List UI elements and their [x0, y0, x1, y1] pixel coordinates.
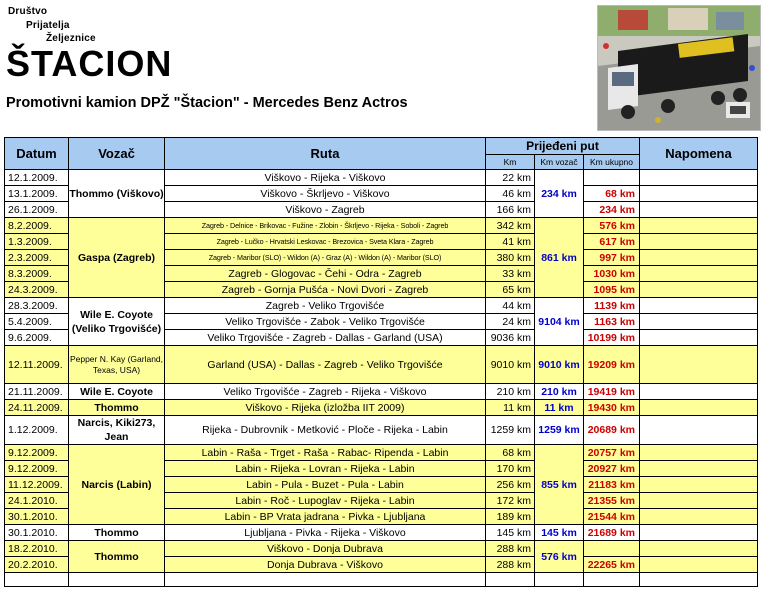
cell-km: 189 km: [486, 509, 535, 525]
cell-route: Viškovo - Donja Dubrava: [165, 541, 486, 557]
cell-date: 8.3.2009.: [5, 266, 69, 282]
table-row: [5, 541, 758, 557]
cell-route: Rijeka - Dubrovnik - Metković - Ploče - Rijeka - Labin: [165, 416, 486, 445]
cell-route: Zagreb - Delnice - Brikovac - Fužine - Zlobin - Škrljevo - Rijeka - Soboli - Zagreb: [165, 218, 486, 234]
cell-km: 11 km: [486, 400, 535, 416]
cell-note: [640, 346, 758, 384]
table-row-empty: [5, 573, 758, 587]
cell-date: 12.1.2009.: [5, 170, 69, 186]
header-note: Napomena: [640, 138, 758, 170]
cell-km-driver: 145 km: [535, 525, 584, 541]
cell-note: [640, 557, 758, 573]
cell-km: 22 km: [486, 170, 535, 186]
cell-km-total: 21689 km: [584, 525, 640, 541]
header-km-total: Km ukupno: [584, 155, 640, 170]
cell-date: 24.11.2009.: [5, 400, 69, 416]
header-driver: Vozač: [69, 138, 165, 170]
cell-km: 342 km: [486, 218, 535, 234]
cell-km-total: 22265 km: [584, 557, 640, 573]
cell-date: 8.2.2009.: [5, 218, 69, 234]
cell-km-total: 19430 km: [584, 400, 640, 416]
cell-km-driver: 861 km: [535, 218, 584, 298]
cell-date: 18.2.2010.: [5, 541, 69, 557]
cell-empty: [640, 573, 758, 587]
cell-route: Labin - Pula - Buzet - Pula - Labin: [165, 477, 486, 493]
cell-driver: Thommo: [69, 541, 165, 573]
truck-photo: [597, 5, 761, 131]
cell-date: 5.4.2009.: [5, 314, 69, 330]
cell-km-total: 20689 km: [584, 416, 640, 445]
cell-km-total: 1095 km: [584, 282, 640, 298]
cell-route: Viškovo - Rijeka (izložba IIT 2009): [165, 400, 486, 416]
cell-driver: Narcis (Labin): [69, 445, 165, 525]
cell-km: 380 km: [486, 250, 535, 266]
cell-date: 11.12.2009.: [5, 477, 69, 493]
cell-km-total: 1139 km: [584, 298, 640, 314]
cell-note: [640, 250, 758, 266]
cell-route: Ljubljana - Pivka - Rijeka - Viškovo: [165, 525, 486, 541]
cell-route: Veliko Trgovišće - Zagreb - Rijeka - Viškovo: [165, 384, 486, 400]
cell-note: [640, 384, 758, 400]
truck-photo-illustration: [598, 6, 760, 130]
cell-km-total: [584, 541, 640, 557]
cell-driver: Gaspa (Zagreb): [69, 218, 165, 298]
cell-note: [640, 282, 758, 298]
cell-date: 24.3.2009.: [5, 282, 69, 298]
cell-note: [640, 525, 758, 541]
table-row: [5, 298, 758, 314]
table-row: [5, 346, 758, 384]
header-route: Ruta: [165, 138, 486, 170]
cell-driver: Thommo (Viškovo): [69, 170, 165, 218]
cell-date: 2.3.2009.: [5, 250, 69, 266]
cell-km: 210 km: [486, 384, 535, 400]
cell-km-driver: 576 km: [535, 541, 584, 573]
table-row: [5, 400, 758, 416]
cell-route: Zagreb - Gornja Pušća - Novi Dvori - Zagreb: [165, 282, 486, 298]
cell-km: 288 km: [486, 541, 535, 557]
cell-driver: Thommo: [69, 525, 165, 541]
cell-date: 13.1.2009.: [5, 186, 69, 202]
cell-km-total: 234 km: [584, 202, 640, 218]
cell-date: 1.3.2009.: [5, 234, 69, 250]
cell-km: 9036 km: [486, 330, 535, 346]
page-header: [0, 0, 763, 134]
cell-note: [640, 298, 758, 314]
cell-date: 9.12.2009.: [5, 461, 69, 477]
cell-note: [640, 541, 758, 557]
cell-km-total: 1163 km: [584, 314, 640, 330]
cell-route: Zagreb - Maribor (SLO) - Wildon (A) - Graz (A) - Wildon (A) - Maribor (SLO): [165, 250, 486, 266]
cell-driver: Wile E. Coyote (Veliko Trgovišće): [69, 298, 165, 346]
table-row: [5, 445, 758, 461]
cell-date: 12.11.2009.: [5, 346, 69, 384]
cell-km-total: 20757 km: [584, 445, 640, 461]
table-row: [5, 218, 758, 234]
cell-note: [640, 445, 758, 461]
cell-route: Donja Dubrava - Viškovo: [165, 557, 486, 573]
cell-date: 26.1.2009.: [5, 202, 69, 218]
cell-km-total: 10199 km: [584, 330, 640, 346]
trip-log-table: [4, 137, 758, 587]
cell-km: 65 km: [486, 282, 535, 298]
cell-note: [640, 314, 758, 330]
cell-km: 9010 km: [486, 346, 535, 384]
cell-route: Zagreb - Veliko Trgovišće: [165, 298, 486, 314]
cell-route: Labin - Raša - Trget - Raša - Rabac- Ripenda - Labin: [165, 445, 486, 461]
cell-km: 46 km: [486, 186, 535, 202]
cell-km-driver: 9104 km: [535, 298, 584, 346]
cell-note: [640, 416, 758, 445]
cell-date: 9.12.2009.: [5, 445, 69, 461]
cell-date: 20.2.2010.: [5, 557, 69, 573]
cell-date: 21.11.2009.: [5, 384, 69, 400]
cell-route: Viškovo - Rijeka - Viškovo: [165, 170, 486, 186]
cell-km-total: 576 km: [584, 218, 640, 234]
org-name-line3: Željeznice: [46, 33, 96, 44]
cell-date: 1.12.2009.: [5, 416, 69, 445]
cell-km-driver: 855 km: [535, 445, 584, 525]
cell-km: 166 km: [486, 202, 535, 218]
cell-km-total: 1030 km: [584, 266, 640, 282]
cell-route: Labin - Rijeka - Lovran - Rijeka - Labin: [165, 461, 486, 477]
cell-driver: Pepper N. Kay (Garland, Texas, USA): [69, 346, 165, 384]
cell-km: 41 km: [486, 234, 535, 250]
cell-note: [640, 400, 758, 416]
cell-km: 68 km: [486, 445, 535, 461]
cell-route: Zagreb - Glogovac - Čehi - Odra - Zagreb: [165, 266, 486, 282]
cell-km: 24 km: [486, 314, 535, 330]
cell-km: 33 km: [486, 266, 535, 282]
page-subtitle: Promotivni kamion DPŽ "Štacion" - Mercedes Benz Actros: [6, 95, 408, 111]
cell-empty: [69, 573, 165, 587]
cell-route: Viškovo - Zagreb: [165, 202, 486, 218]
cell-note: [640, 266, 758, 282]
cell-note: [640, 218, 758, 234]
cell-note: [640, 461, 758, 477]
table-row: [5, 525, 758, 541]
cell-date: 30.1.2010.: [5, 509, 69, 525]
cell-km-total: 68 km: [584, 186, 640, 202]
cell-route: Labin - Roč - Lupoglav - Rijeka - Labin: [165, 493, 486, 509]
table-row: [5, 384, 758, 400]
cell-km: 1259 km: [486, 416, 535, 445]
cell-km-total: 617 km: [584, 234, 640, 250]
cell-km-driver: 11 km: [535, 400, 584, 416]
cell-km-total: 19419 km: [584, 384, 640, 400]
cell-note: [640, 330, 758, 346]
cell-empty: [486, 573, 535, 587]
header-date: Datum: [5, 138, 69, 170]
header-km-driver: Km vozač: [535, 155, 584, 170]
cell-empty: [5, 573, 69, 587]
trip-log-body: [5, 170, 758, 587]
table-row: [5, 170, 758, 186]
table-row: [5, 416, 758, 445]
header-distance: Prijeđeni put: [486, 138, 640, 155]
cell-route: Veliko Trgovišće - Zagreb - Dallas - Garland (USA): [165, 330, 486, 346]
cell-note: [640, 234, 758, 250]
cell-km-driver: 1259 km: [535, 416, 584, 445]
header-km: Km: [486, 155, 535, 170]
cell-driver: Thommo: [69, 400, 165, 416]
org-name-line2: Prijatelja: [26, 20, 70, 31]
cell-km: 256 km: [486, 477, 535, 493]
cell-driver: Wile E. Coyote: [69, 384, 165, 400]
org-name-line1: Društvo: [8, 6, 48, 17]
cell-route: Viškovo - Škrljevo - Viškovo: [165, 186, 486, 202]
cell-km-driver: 234 km: [535, 170, 584, 218]
cell-date: 9.6.2009.: [5, 330, 69, 346]
cell-note: [640, 493, 758, 509]
cell-note: [640, 477, 758, 493]
cell-km-driver: 9010 km: [535, 346, 584, 384]
logo-title: ŠTACION: [6, 43, 173, 84]
cell-km-total: [584, 170, 640, 186]
cell-route: Labin - BP Vrata jadrana - Pivka - Ljubljana: [165, 509, 486, 525]
cell-note: [640, 202, 758, 218]
cell-route: Zagreb - Lučko - Hrvatski Leskovac - Brezovica - Sveta Klara - Zagreb: [165, 234, 486, 250]
cell-route: Garland (USA) - Dallas - Zagreb - Veliko Trgovišće: [165, 346, 486, 384]
cell-note: [640, 509, 758, 525]
cell-km-total: 21183 km: [584, 477, 640, 493]
cell-km: 172 km: [486, 493, 535, 509]
cell-km-total: 997 km: [584, 250, 640, 266]
cell-note: [640, 170, 758, 186]
cell-date: 24.1.2010.: [5, 493, 69, 509]
cell-driver: Narcis, Kiki273, Jean: [69, 416, 165, 445]
cell-empty: [535, 573, 584, 587]
cell-date: 30.1.2010.: [5, 525, 69, 541]
cell-km-total: 19209 km: [584, 346, 640, 384]
cell-route: Veliko Trgovišće - Zabok - Veliko Trgovišće: [165, 314, 486, 330]
cell-km: 44 km: [486, 298, 535, 314]
cell-km: 145 km: [486, 525, 535, 541]
cell-empty: [165, 573, 486, 587]
cell-km-total: 21544 km: [584, 509, 640, 525]
cell-empty: [584, 573, 640, 587]
cell-date: 28.3.2009.: [5, 298, 69, 314]
cell-km-driver: 210 km: [535, 384, 584, 400]
cell-km: 170 km: [486, 461, 535, 477]
cell-km: 288 km: [486, 557, 535, 573]
cell-km-total: 21355 km: [584, 493, 640, 509]
cell-km-total: 20927 km: [584, 461, 640, 477]
cell-note: [640, 186, 758, 202]
